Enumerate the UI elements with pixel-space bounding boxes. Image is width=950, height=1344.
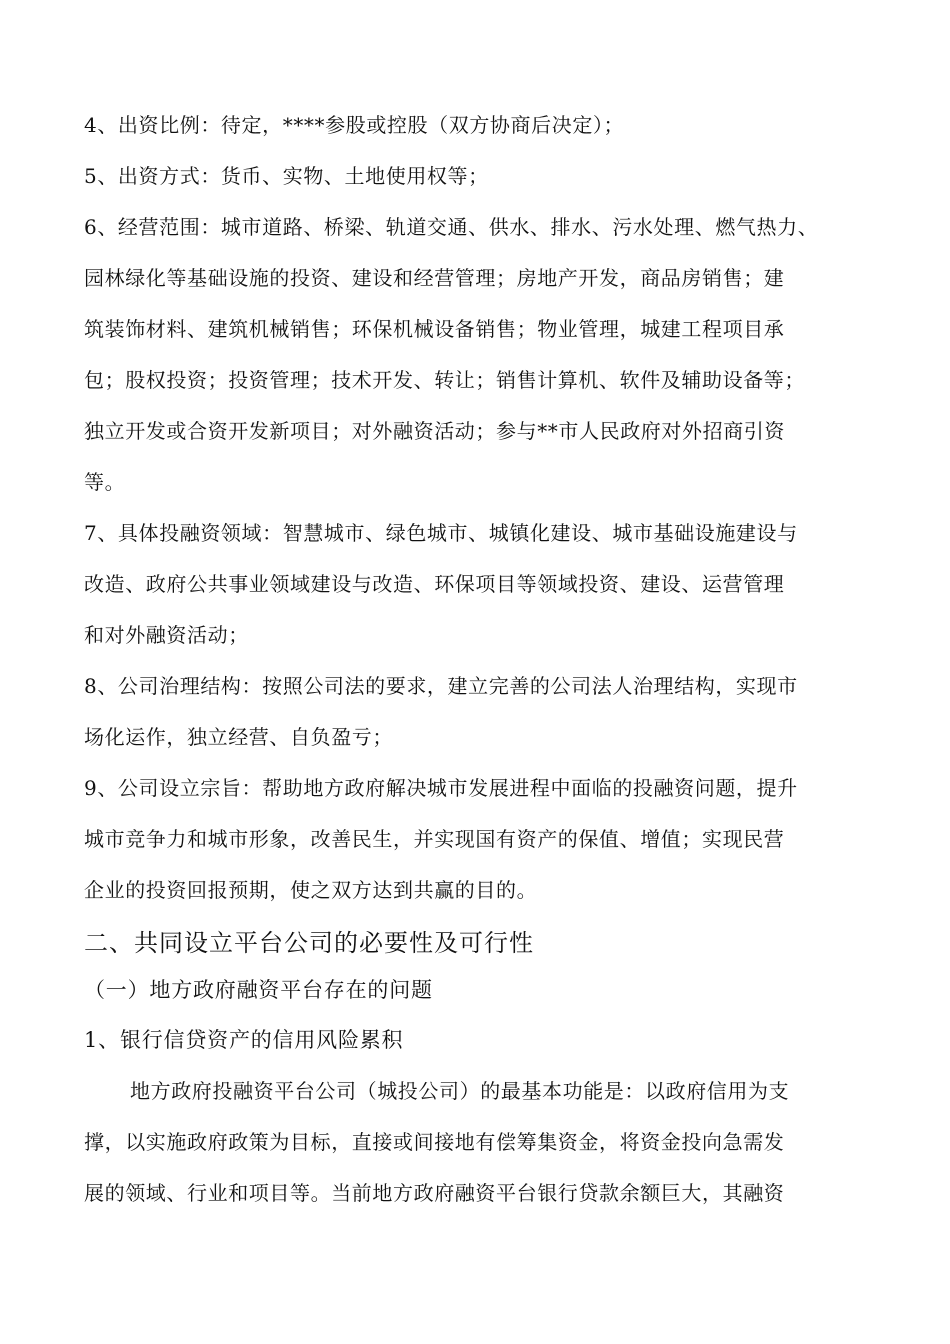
text-line: 5、出资方式：货币、实物、土地使用权等； [84,164,489,188]
paragraph-line: 地方政府投融资平台公司（城投公司）的最基本功能是：以政府信用为支 [130,1079,790,1103]
text-line: 和对外融资活动； [84,623,249,647]
text-line: 7、具体投融资领域：智慧城市、绿色城市、城镇化建设、城市基础设施建设与 [84,521,798,545]
text-line: 园林绿化等基础设施的投资、建设和经营管理；房地产开发，商品房销售；建 [84,266,785,290]
text-line: 场化运作，独立经营、自负盈亏； [84,725,393,749]
text-line: 9、公司设立宗旨：帮助地方政府解决城市发展进程中面临的投融资问题，提升 [84,776,798,800]
text-line: 8、公司治理结构：按照公司法的要求，建立完善的公司法人治理结构，实现市 [84,674,798,698]
subsection-heading: （一）地方政府融资平台存在的问题 [84,978,433,1002]
text-line: 企业的投资回报预期，使之双方达到共赢的目的。 [84,878,538,902]
text-line: 筑装饰材料、建筑机械销售；环保机械设备销售；物业管理，城建工程项目承 [84,317,785,341]
text-line: 6、经营范围：城市道路、桥梁、轨道交通、供水、排水、污水处理、燃气热力、 [84,215,819,239]
section-heading: 二、共同设立平台公司的必要性及可行性 [84,929,534,957]
text-line: 4、出资比例：待定，****参股或控股（双方协商后决定）； [84,113,625,137]
text-line: 改造、政府公共事业领域建设与改造、环保项目等领域投资、建设、运营管理 [84,572,785,596]
text-line: 等。 [84,470,126,494]
text-line: 城市竞争力和城市形象，改善民生，并实现国有资产的保值、增值；实现民营 [84,827,785,851]
text-line: 包；股权投资；投资管理；技术开发、转让；销售计算机、软件及辅助设备等； [84,368,805,392]
text-line: 独立开发或合资开发新项目；对外融资活动；参与**市人民政府对外招商引资 [84,419,785,443]
paragraph-line: 展的领域、行业和项目等。当前地方政府融资平台银行贷款余额巨大，其融资 [84,1181,785,1205]
paragraph-line: 撑，以实施政府政策为目标，直接或间接地有偿筹集资金，将资金投向急需发 [84,1130,785,1154]
item-heading: 1、银行信贷资产的信用风险累积 [84,1028,404,1052]
